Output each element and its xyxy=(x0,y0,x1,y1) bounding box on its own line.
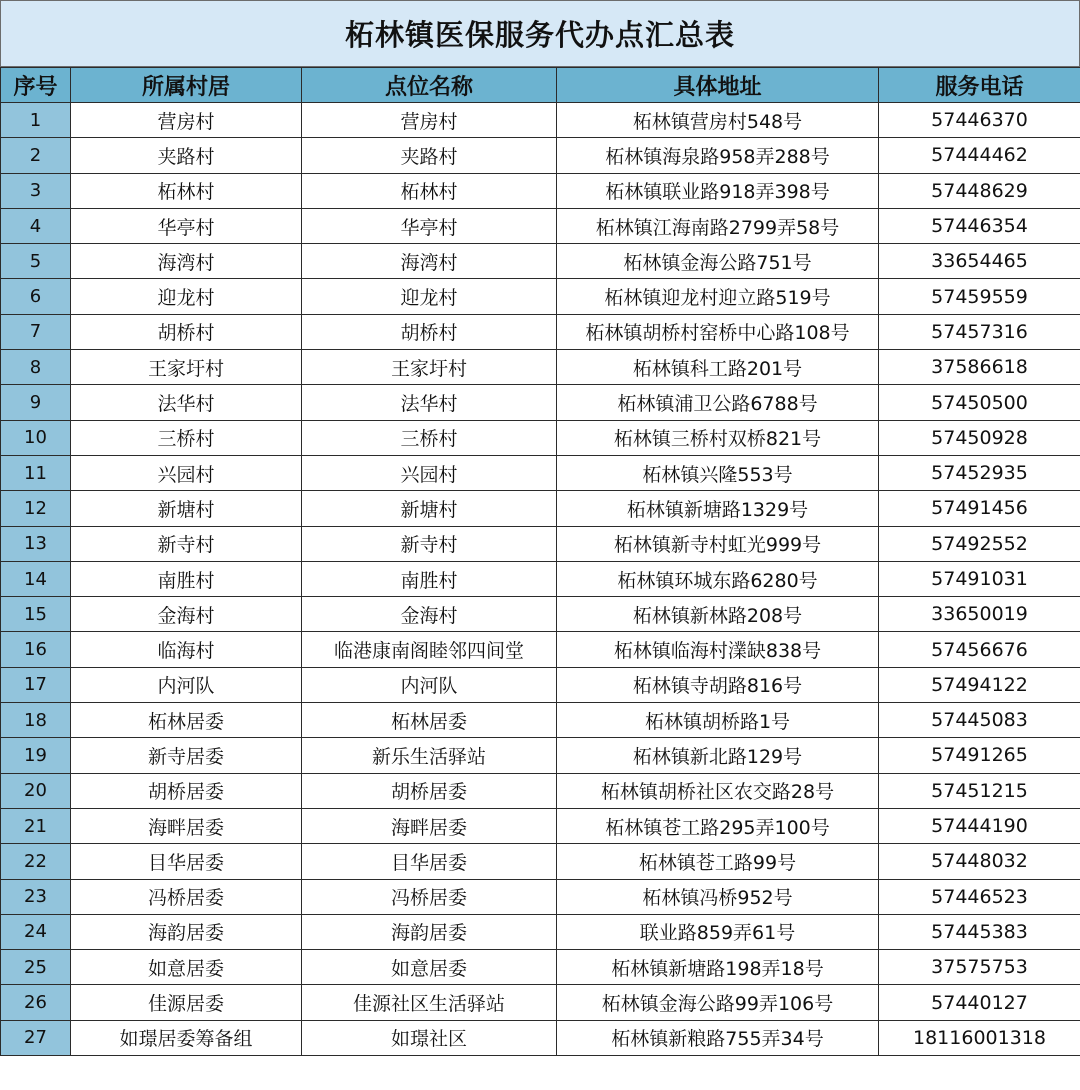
address-cell: 柘林镇苍工路99号 xyxy=(557,844,879,879)
row-index-cell: 4 xyxy=(1,208,71,243)
phone-cell: 57459559 xyxy=(879,279,1080,314)
village-cell: 柘林居委 xyxy=(71,703,302,738)
table-row xyxy=(1,667,1080,702)
row-index-cell: 23 xyxy=(1,879,71,914)
point-name-cell: 南胜村 xyxy=(302,561,557,596)
phone-cell: 57494122 xyxy=(879,667,1080,702)
phone-cell: 57452935 xyxy=(879,455,1080,490)
point-name-cell: 迎龙村 xyxy=(302,279,557,314)
address-cell: 柘林镇营房村548号 xyxy=(557,103,879,138)
phone-cell: 37586618 xyxy=(879,350,1080,385)
point-name-cell: 如意居委 xyxy=(302,950,557,985)
table-row xyxy=(1,1020,1080,1055)
title-bar xyxy=(0,0,1080,67)
table-row xyxy=(1,561,1080,596)
village-cell: 夹路村 xyxy=(71,138,302,173)
village-cell: 兴园村 xyxy=(71,455,302,490)
table-row xyxy=(1,244,1080,279)
village-cell: 柘林村 xyxy=(71,173,302,208)
address-cell: 柘林镇胡桥社区农交路28号 xyxy=(557,773,879,808)
point-name-cell: 如璟社区 xyxy=(302,1020,557,1055)
table-row xyxy=(1,138,1080,173)
table-row xyxy=(1,491,1080,526)
row-index-cell: 11 xyxy=(1,455,71,490)
address-cell: 联业路859弄61号 xyxy=(557,914,879,949)
column-header-index: 序号 xyxy=(1,68,71,103)
address-cell: 柘林镇海泉路958弄288号 xyxy=(557,138,879,173)
row-index-cell: 8 xyxy=(1,350,71,385)
table-row xyxy=(1,420,1080,455)
table-row xyxy=(1,738,1080,773)
address-cell: 柘林镇寺胡路816号 xyxy=(557,667,879,702)
header-row xyxy=(1,68,1080,103)
address-cell: 柘林镇临海村澲缺838号 xyxy=(557,632,879,667)
point-name-cell: 兴园村 xyxy=(302,455,557,490)
table-body xyxy=(1,103,1080,1056)
table-row xyxy=(1,844,1080,879)
address-cell: 柘林镇新塘路1329号 xyxy=(557,491,879,526)
phone-cell: 37575753 xyxy=(879,950,1080,985)
address-cell: 柘林镇江海南路2799弄58号 xyxy=(557,208,879,243)
point-name-cell: 三桥村 xyxy=(302,420,557,455)
phone-cell: 57446523 xyxy=(879,879,1080,914)
point-name-cell: 内河队 xyxy=(302,667,557,702)
address-cell: 柘林镇科工路201号 xyxy=(557,350,879,385)
village-cell: 南胜村 xyxy=(71,561,302,596)
address-cell: 柘林镇新塘路198弄18号 xyxy=(557,950,879,985)
row-index-cell: 10 xyxy=(1,420,71,455)
phone-cell: 33650019 xyxy=(879,597,1080,632)
village-cell: 营房村 xyxy=(71,103,302,138)
village-cell: 临海村 xyxy=(71,632,302,667)
phone-cell: 57491456 xyxy=(879,491,1080,526)
table-row xyxy=(1,597,1080,632)
phone-cell: 57448032 xyxy=(879,844,1080,879)
row-index-cell: 13 xyxy=(1,526,71,561)
table-row xyxy=(1,103,1080,138)
row-index-cell: 25 xyxy=(1,950,71,985)
village-cell: 迎龙村 xyxy=(71,279,302,314)
village-cell: 新寺居委 xyxy=(71,738,302,773)
table-row xyxy=(1,632,1080,667)
phone-cell: 57446370 xyxy=(879,103,1080,138)
phone-cell: 18116001318 xyxy=(879,1020,1080,1055)
point-name-cell: 法华村 xyxy=(302,385,557,420)
village-cell: 新塘村 xyxy=(71,491,302,526)
row-index-cell: 7 xyxy=(1,314,71,349)
point-name-cell: 海湾村 xyxy=(302,244,557,279)
phone-cell: 33654465 xyxy=(879,244,1080,279)
point-name-cell: 冯桥居委 xyxy=(302,879,557,914)
row-index-cell: 27 xyxy=(1,1020,71,1055)
row-index-cell: 16 xyxy=(1,632,71,667)
point-name-cell: 胡桥居委 xyxy=(302,773,557,808)
point-name-cell: 海畔居委 xyxy=(302,808,557,843)
column-header-address: 具体地址 xyxy=(557,68,879,103)
row-index-cell: 21 xyxy=(1,808,71,843)
phone-cell: 57448629 xyxy=(879,173,1080,208)
village-cell: 华亭村 xyxy=(71,208,302,243)
row-index-cell: 24 xyxy=(1,914,71,949)
village-cell: 目华居委 xyxy=(71,844,302,879)
point-name-cell: 海韵居委 xyxy=(302,914,557,949)
village-cell: 胡桥居委 xyxy=(71,773,302,808)
table-row xyxy=(1,526,1080,561)
table-row xyxy=(1,879,1080,914)
column-header-phone: 服务电话 xyxy=(879,68,1080,103)
village-cell: 如意居委 xyxy=(71,950,302,985)
address-cell: 柘林镇胡桥村窑桥中心路108号 xyxy=(557,314,879,349)
address-cell: 柘林镇新寺村虹光999号 xyxy=(557,526,879,561)
village-cell: 胡桥村 xyxy=(71,314,302,349)
row-index-cell: 9 xyxy=(1,385,71,420)
phone-cell: 57444462 xyxy=(879,138,1080,173)
point-name-cell: 新乐生活驿站 xyxy=(302,738,557,773)
row-index-cell: 5 xyxy=(1,244,71,279)
phone-cell: 57492552 xyxy=(879,526,1080,561)
point-name-cell: 华亭村 xyxy=(302,208,557,243)
point-name-cell: 营房村 xyxy=(302,103,557,138)
address-cell: 柘林镇三桥村双桥821号 xyxy=(557,420,879,455)
phone-cell: 57444190 xyxy=(879,808,1080,843)
point-name-cell: 柘林居委 xyxy=(302,703,557,738)
address-cell: 柘林镇金海公路751号 xyxy=(557,244,879,279)
phone-cell: 57451215 xyxy=(879,773,1080,808)
row-index-cell: 22 xyxy=(1,844,71,879)
table-row xyxy=(1,773,1080,808)
table-row xyxy=(1,208,1080,243)
service-points-table xyxy=(0,67,1080,1056)
point-name-cell: 柘林村 xyxy=(302,173,557,208)
address-cell: 柘林镇迎龙村迎立路519号 xyxy=(557,279,879,314)
village-cell: 如璟居委筹备组 xyxy=(71,1020,302,1055)
point-name-cell: 王家圩村 xyxy=(302,350,557,385)
table-row xyxy=(1,950,1080,985)
point-name-cell: 佳源社区生活驿站 xyxy=(302,985,557,1020)
row-index-cell: 2 xyxy=(1,138,71,173)
address-cell: 柘林镇联业路918弄398号 xyxy=(557,173,879,208)
village-cell: 海畔居委 xyxy=(71,808,302,843)
table-row xyxy=(1,279,1080,314)
row-index-cell: 6 xyxy=(1,279,71,314)
phone-cell: 57450500 xyxy=(879,385,1080,420)
village-cell: 法华村 xyxy=(71,385,302,420)
point-name-cell: 胡桥村 xyxy=(302,314,557,349)
address-cell: 柘林镇新粮路755弄34号 xyxy=(557,1020,879,1055)
point-name-cell: 新塘村 xyxy=(302,491,557,526)
point-name-cell: 临港康南阁睦邻四间堂 xyxy=(302,632,557,667)
table-row xyxy=(1,985,1080,1020)
address-cell: 柘林镇金海公路99弄106号 xyxy=(557,985,879,1020)
table-row xyxy=(1,914,1080,949)
address-cell: 柘林镇新北路129号 xyxy=(557,738,879,773)
table-row xyxy=(1,808,1080,843)
address-cell: 柘林镇兴隆553号 xyxy=(557,455,879,490)
phone-cell: 57440127 xyxy=(879,985,1080,1020)
row-index-cell: 1 xyxy=(1,103,71,138)
phone-cell: 57456676 xyxy=(879,632,1080,667)
row-index-cell: 17 xyxy=(1,667,71,702)
phone-cell: 57491031 xyxy=(879,561,1080,596)
row-index-cell: 14 xyxy=(1,561,71,596)
village-cell: 新寺村 xyxy=(71,526,302,561)
column-header-point-name: 点位名称 xyxy=(302,68,557,103)
phone-cell: 57445083 xyxy=(879,703,1080,738)
row-index-cell: 3 xyxy=(1,173,71,208)
village-cell: 王家圩村 xyxy=(71,350,302,385)
phone-cell: 57457316 xyxy=(879,314,1080,349)
row-index-cell: 26 xyxy=(1,985,71,1020)
village-cell: 内河队 xyxy=(71,667,302,702)
table-row xyxy=(1,703,1080,738)
table-row xyxy=(1,385,1080,420)
table-row xyxy=(1,455,1080,490)
village-cell: 冯桥居委 xyxy=(71,879,302,914)
address-cell: 柘林镇新林路208号 xyxy=(557,597,879,632)
phone-cell: 57491265 xyxy=(879,738,1080,773)
address-cell: 柘林镇胡桥路1号 xyxy=(557,703,879,738)
address-cell: 柘林镇环城东路6280号 xyxy=(557,561,879,596)
phone-cell: 57446354 xyxy=(879,208,1080,243)
point-name-cell: 新寺村 xyxy=(302,526,557,561)
phone-cell: 57445383 xyxy=(879,914,1080,949)
row-index-cell: 20 xyxy=(1,773,71,808)
point-name-cell: 目华居委 xyxy=(302,844,557,879)
table-row xyxy=(1,173,1080,208)
table-title: 柘林镇医保服务代办点汇总表 xyxy=(344,18,735,52)
address-cell: 柘林镇浦卫公路6788号 xyxy=(557,385,879,420)
phone-cell: 57450928 xyxy=(879,420,1080,455)
village-cell: 金海村 xyxy=(71,597,302,632)
point-name-cell: 夹路村 xyxy=(302,138,557,173)
row-index-cell: 19 xyxy=(1,738,71,773)
address-cell: 柘林镇冯桥952号 xyxy=(557,879,879,914)
village-cell: 三桥村 xyxy=(71,420,302,455)
table-row xyxy=(1,314,1080,349)
village-cell: 佳源居委 xyxy=(71,985,302,1020)
village-cell: 海湾村 xyxy=(71,244,302,279)
row-index-cell: 18 xyxy=(1,703,71,738)
address-cell: 柘林镇苍工路295弄100号 xyxy=(557,808,879,843)
row-index-cell: 15 xyxy=(1,597,71,632)
point-name-cell: 金海村 xyxy=(302,597,557,632)
column-header-village: 所属村居 xyxy=(71,68,302,103)
row-index-cell: 12 xyxy=(1,491,71,526)
table-row xyxy=(1,350,1080,385)
village-cell: 海韵居委 xyxy=(71,914,302,949)
